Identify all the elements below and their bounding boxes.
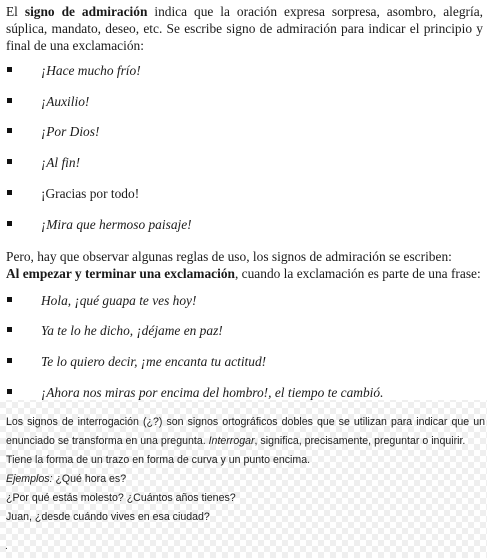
interrogacion-line-2-start: enunciado se transforma en una pregunta. bbox=[6, 435, 209, 447]
interrogar-term: Interrogar bbox=[208, 435, 255, 447]
bullet-square-icon bbox=[7, 221, 12, 226]
list-item-text: ¡Al fin! bbox=[41, 155, 81, 170]
bullet-square-icon bbox=[7, 297, 12, 302]
intro-paragraph bbox=[6, 3, 483, 54]
interrogacion-section bbox=[6, 413, 485, 527]
bullet-square-icon bbox=[7, 98, 12, 103]
list-item-text: ¡Auxilio! bbox=[41, 94, 90, 109]
intro-text-start: El bbox=[6, 4, 25, 19]
list-item bbox=[0, 154, 487, 171]
bullet-square-icon bbox=[7, 389, 12, 394]
rule-line bbox=[6, 265, 483, 282]
list-item bbox=[0, 185, 487, 202]
list-item bbox=[0, 292, 487, 309]
bullet-square-icon bbox=[7, 358, 12, 363]
ejemplos-label: Ejemplos: bbox=[6, 473, 53, 485]
list-item-text: ¡Ahora nos miras por encima del hombro!, el tiempo te cambió. bbox=[41, 385, 384, 400]
bullet-square-icon bbox=[7, 67, 12, 72]
list-item bbox=[0, 322, 487, 339]
rules-intro-line: Pero, hay que observar algunas reglas de uso, los signos de admiración se escriben: bbox=[6, 249, 452, 264]
list-item bbox=[0, 93, 487, 110]
interrogacion-line-3: Tiene la forma de un trazo en forma de curva y un punto encima. bbox=[6, 454, 311, 466]
rule-rest-text: , cuando la exclamación es parte de una frase: bbox=[234, 266, 481, 281]
list-item bbox=[0, 353, 487, 370]
list-item bbox=[0, 216, 487, 233]
interrogacion-line-2 bbox=[6, 432, 485, 451]
bullet-square-icon bbox=[7, 327, 12, 332]
intro-bold-term: signo de admiración bbox=[24, 4, 148, 19]
ejemplo-2: ¿Por qué estás molesto? ¿Cuántos años tienes? bbox=[6, 492, 236, 504]
interrogacion-line-2-end: , significa, precisamente, preguntar o inquirir. bbox=[254, 435, 466, 447]
list-item-text: Te lo quiero decir, ¡me encanta tu actitud! bbox=[41, 354, 267, 369]
ejemplo-1: ¿Qué hora es? bbox=[52, 473, 127, 485]
list-item bbox=[0, 123, 487, 140]
ejemplo-3: Juan, ¿desde cuándo vives en esa ciudad? bbox=[6, 511, 210, 523]
list-item-text: ¡Por Dios! bbox=[41, 124, 100, 139]
list-item-text: ¡Hace mucho frío! bbox=[41, 63, 141, 78]
list-item-text: ¡Gracias por todo! bbox=[41, 186, 140, 201]
interrogacion-line-1: Los signos de interrogación (¿?) son signos ortográficos dobles que se utilizan para indicar que un bbox=[6, 416, 485, 428]
list-item bbox=[0, 62, 487, 79]
list-item-text: ¡Mira que hermoso paisaje! bbox=[41, 217, 192, 232]
list-item-text: Hola, ¡qué guapa te ves hoy! bbox=[41, 293, 197, 308]
bullet-square-icon bbox=[7, 159, 12, 164]
bullet-square-icon bbox=[7, 190, 12, 195]
list-item-text: Ya te lo he dicho, ¡déjame en paz! bbox=[41, 323, 223, 338]
rule-bold-text: Al empezar y terminar una exclamación bbox=[6, 266, 235, 281]
ejemplos-line bbox=[6, 470, 485, 489]
list-item bbox=[0, 384, 487, 401]
intro-text-rest: indica que la oración expresa sorpresa, asombro, alegría, súplica, mandato, deseo, etc. Se escribe signo de admiración para indicar el principio y final de una exclamación: bbox=[6, 4, 483, 53]
trailing-mark: . bbox=[5, 541, 8, 552]
bullet-square-icon bbox=[7, 128, 12, 133]
